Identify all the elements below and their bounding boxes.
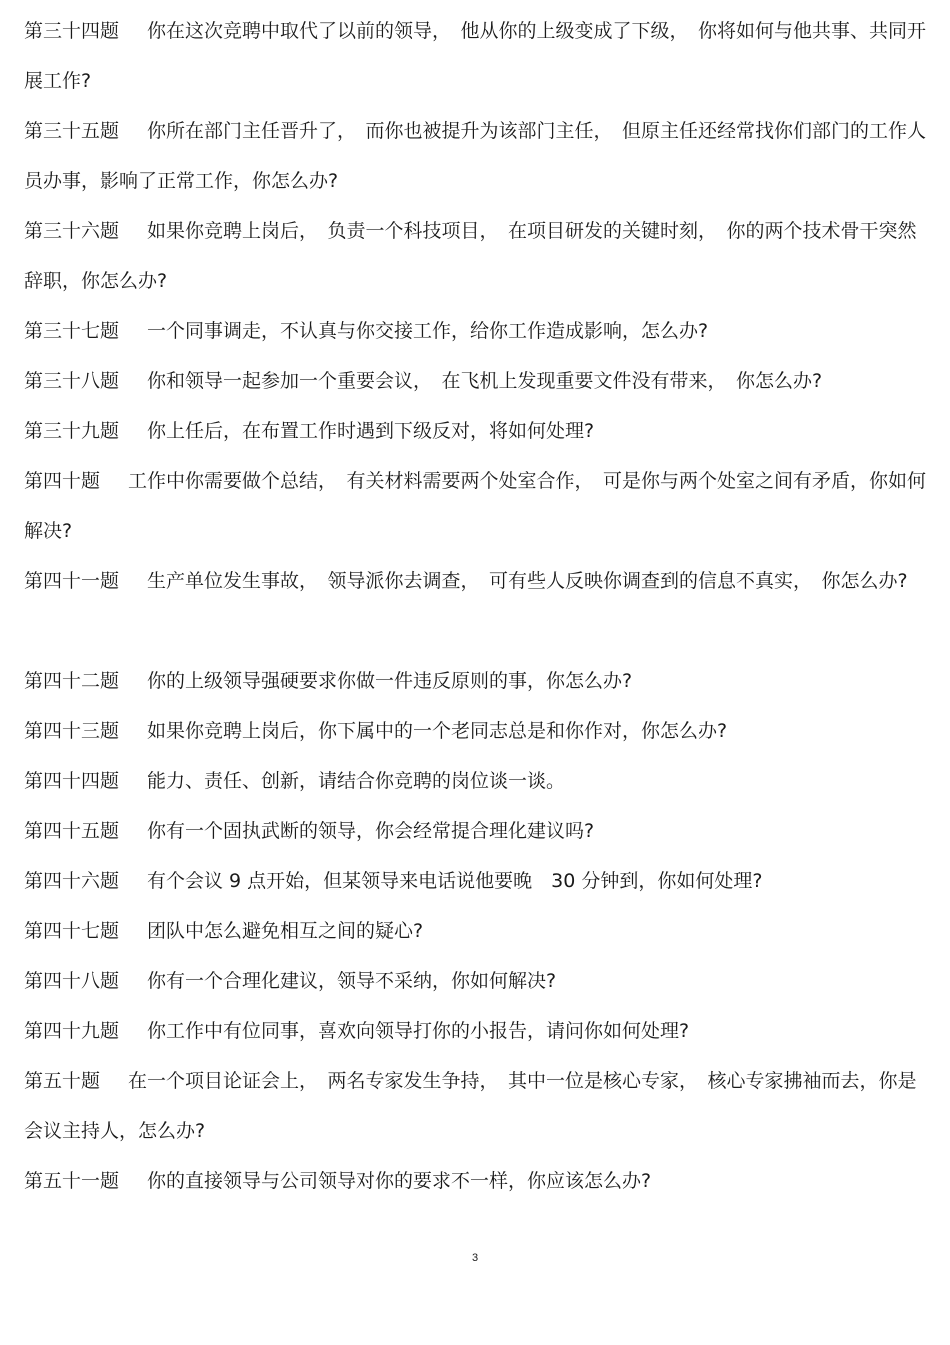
question-number: 第四十六题 [24,870,120,892]
question-text: 你在这次竞聘中取代了以前的领导， 他从你的上级变成了下级， 你将如何与他共事、共同开展工作? [24,20,927,92]
question-text: 你工作中有位同事，喜欢向领导打你的小报告，请问你如何处理? [147,1020,690,1042]
question-34 [24,6,928,106]
question-text: 你的上级领导强硬要求你做一件违反原则的事，你怎么办? [147,670,633,692]
question-text: 如果你竞聘上岗后， 负责一个科技项目， 在项目研发的关键时刻， 你的两个技术骨干突然辞职，你怎么办? [24,220,917,292]
question-number: 第四十四题 [24,770,120,792]
question-text: 你上任后，在布置工作时遇到下级反对，将如何处理? [147,420,595,442]
question-text: 你有一个固执武断的领导，你会经常提合理化建议吗? [147,820,595,842]
question-42 [24,656,928,706]
question-number: 第四十七题 [24,920,120,942]
question-text: 你的直接领导与公司领导对你的要求不一样，你应该怎么办? [147,1170,652,1192]
question-number: 第五十题 [24,1070,101,1092]
question-text: 你有一个合理化建议，领导不采纳，你如何解决? [147,970,557,992]
question-text: 如果你竞聘上岗后，你下属中的一个老同志总是和你作对，你怎么办? [147,720,728,742]
question-text: 团队中怎么避免相互之间的疑心? [147,920,424,942]
question-text: 你和领导一起参加一个重要会议， 在飞机上发现重要文件没有带来， 你怎么办? [147,370,823,392]
question-number: 第三十七题 [24,320,120,342]
question-43 [24,706,928,756]
question-text: 有个会议 9 点开始，但某领导来电话说他要晚 30 分钟到，你如何处理? [147,870,763,892]
question-40 [24,456,928,556]
question-number: 第五十一题 [24,1170,120,1192]
question-35 [24,106,928,206]
question-text: 生产单位发生事故， 领导派你去调查， 可有些人反映你调查到的信息不真实， 你怎么办? [147,570,908,592]
question-50 [24,1056,928,1156]
question-39 [24,406,928,456]
question-number: 第四十九题 [24,1020,120,1042]
question-45 [24,806,928,856]
question-number: 第四十一题 [24,570,120,592]
question-48 [24,956,928,1006]
question-49 [24,1006,928,1056]
question-46 [24,856,928,906]
question-text: 在一个项目论证会上， 两名专家发生争持， 其中一位是核心专家， 核心专家拂袖而去，你是会议主持人，怎么办? [24,1070,917,1142]
question-number: 第三十五题 [24,120,120,142]
question-number: 第三十六题 [24,220,120,242]
question-text: 能力、责任、创新，请结合你竞聘的岗位谈一谈。 [147,770,566,792]
question-number: 第三十八题 [24,370,120,392]
question-text: 一个同事调走，不认真与你交接工作，给你工作造成影响，怎么办? [147,320,709,342]
question-number: 第三十九题 [24,420,120,442]
question-number: 第四十题 [24,470,101,492]
question-number: 第四十二题 [24,670,120,692]
question-47 [24,906,928,956]
question-text: 你所在部门主任晋升了， 而你也被提升为该部门主任， 但原主任还经常找你们部门的工作人员办事，影响了正常工作，你怎么办? [24,120,927,192]
question-number: 第三十四题 [24,20,120,42]
question-number: 第四十三题 [24,720,120,742]
question-number: 第四十八题 [24,970,120,992]
question-51 [24,1156,928,1206]
question-text: 工作中你需要做个总结， 有关材料需要两个处室合作， 可是你与两个处室之间有矛盾，你如何解决? [24,470,927,542]
question-38 [24,356,928,406]
question-36 [24,206,928,306]
page-number: 3 [471,1252,479,1264]
question-41 [24,556,928,606]
question-37 [24,306,928,356]
question-number: 第四十五题 [24,820,120,842]
question-44 [24,756,928,806]
